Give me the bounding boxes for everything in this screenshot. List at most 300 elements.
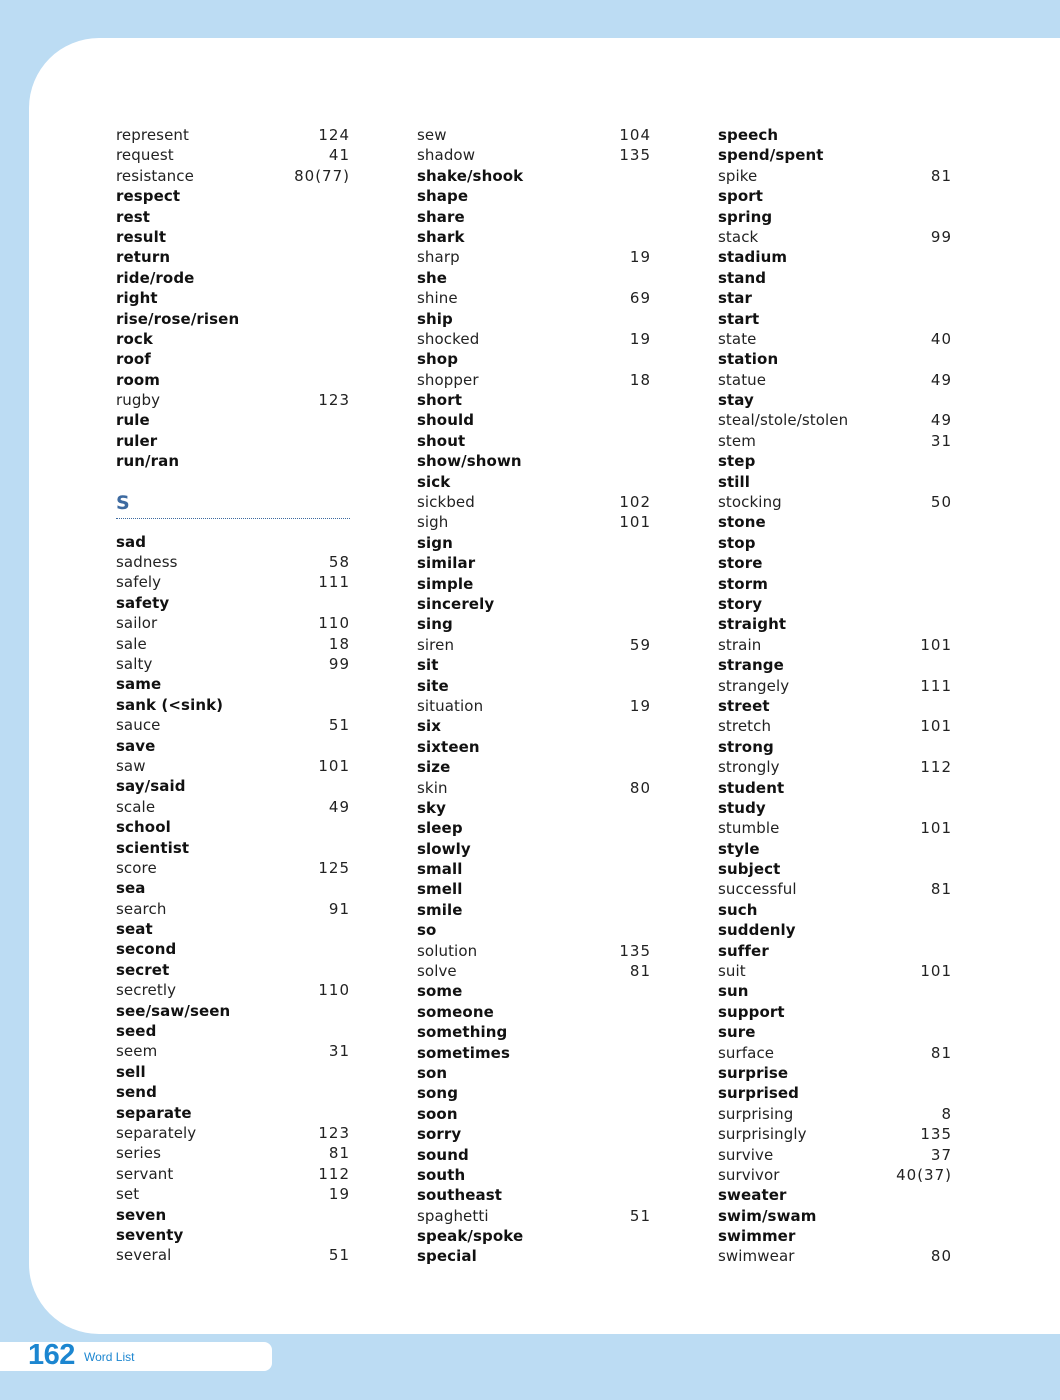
word-entry xyxy=(718,614,952,634)
entry-word: strangely xyxy=(718,676,790,695)
entry-page-ref: 49 xyxy=(930,411,952,430)
word-entry xyxy=(417,879,651,899)
word-entry xyxy=(116,899,350,919)
entry-word: speak/spoke xyxy=(417,1227,524,1246)
entry-word: stadium xyxy=(718,248,788,267)
word-entry xyxy=(417,981,651,1001)
word-entry xyxy=(116,207,350,227)
entry-word: step xyxy=(718,452,756,471)
entry-word: surprise xyxy=(718,1063,789,1082)
entry-word: sell xyxy=(116,1062,146,1081)
entry-word: swimwear xyxy=(718,1247,795,1266)
entry-word: stone xyxy=(718,513,766,532)
entry-word: run/ran xyxy=(116,452,180,471)
word-entry xyxy=(116,349,350,369)
entry-word: skin xyxy=(417,778,448,797)
entry-word: stem xyxy=(718,431,756,450)
entry-page-ref: 124 xyxy=(318,126,350,144)
word-entry xyxy=(116,370,350,390)
word-entry xyxy=(718,961,952,981)
entry-word: respect xyxy=(116,187,181,206)
word-entry xyxy=(116,980,350,1000)
entry-word: safety xyxy=(116,593,170,612)
word-entry xyxy=(116,268,350,288)
entry-word: swimmer xyxy=(718,1227,796,1246)
word-entry xyxy=(417,390,651,410)
entry-word: spend/spent xyxy=(718,146,824,165)
word-entry xyxy=(116,776,350,796)
word-entry xyxy=(718,839,952,859)
word-entry xyxy=(417,696,651,716)
entry-page-ref: 135 xyxy=(619,941,651,960)
word-entry xyxy=(116,960,350,980)
word-entry xyxy=(116,125,350,145)
entry-word: situation xyxy=(417,696,484,715)
word-entry xyxy=(718,349,952,369)
word-entry xyxy=(116,227,350,247)
entry-page-ref: 19 xyxy=(629,248,651,267)
word-entry xyxy=(417,410,651,430)
word-entry xyxy=(116,1123,350,1143)
entry-word: safely xyxy=(116,573,162,592)
word-entry xyxy=(116,288,350,308)
entry-word: spaghetti xyxy=(417,1206,489,1225)
word-entry xyxy=(116,1021,350,1041)
word-entry xyxy=(116,878,350,898)
word-entry xyxy=(116,674,350,694)
word-entry xyxy=(718,370,952,390)
entry-page-ref: 37 xyxy=(930,1145,952,1164)
entry-page-ref: 81 xyxy=(930,166,952,185)
word-entry xyxy=(116,186,350,206)
word-entry xyxy=(718,676,952,696)
word-entry xyxy=(718,451,952,471)
entry-word: same xyxy=(116,675,162,694)
entry-word: several xyxy=(116,1246,172,1265)
word-entry xyxy=(116,532,350,552)
word-entry xyxy=(116,247,350,267)
word-entry xyxy=(417,594,651,614)
entry-page-ref: 111 xyxy=(920,676,952,695)
entry-word: shake/shook xyxy=(417,166,524,185)
word-entry xyxy=(116,939,350,959)
entry-word: store xyxy=(718,554,763,573)
entry-page-ref: 101 xyxy=(920,962,952,981)
entry-word: someone xyxy=(417,1002,494,1021)
entry-word: sickbed xyxy=(417,493,475,512)
entry-word: represent xyxy=(116,126,189,144)
entry-page-ref: 80(77) xyxy=(294,166,350,185)
entry-word: share xyxy=(417,207,465,226)
entry-word: sew xyxy=(417,126,447,144)
entry-word: result xyxy=(116,227,167,246)
word-entry xyxy=(417,492,651,512)
entry-word: return xyxy=(116,248,171,267)
entry-page-ref: 110 xyxy=(318,981,350,1000)
word-entry xyxy=(718,166,952,186)
entry-word: sigh xyxy=(417,513,449,532)
entry-page-ref: 18 xyxy=(629,370,651,389)
word-entry xyxy=(116,1205,350,1225)
word-entry xyxy=(417,574,651,594)
word-entry xyxy=(417,533,651,553)
entry-page-ref: 135 xyxy=(920,1125,952,1144)
entry-word: state xyxy=(718,329,757,348)
word-entry xyxy=(417,1206,651,1226)
entry-word: steal/stole/stolen xyxy=(718,411,849,430)
entry-word: save xyxy=(116,736,156,755)
entry-word: statue xyxy=(718,370,767,389)
entry-word: ride/rode xyxy=(116,268,195,287)
word-entry xyxy=(718,125,952,145)
entry-word: stretch xyxy=(718,717,772,736)
entry-word: shark xyxy=(417,227,465,246)
entry-page-ref: 135 xyxy=(619,146,651,165)
entry-word: site xyxy=(417,676,449,695)
word-entry xyxy=(718,227,952,247)
word-column-2 xyxy=(417,125,651,1267)
entry-word: rule xyxy=(116,411,150,430)
entry-page-ref: 102 xyxy=(619,493,651,512)
word-entry xyxy=(116,1103,350,1123)
entry-word: saw xyxy=(116,756,146,775)
entry-word: stand xyxy=(718,268,767,287)
entry-word: sound xyxy=(417,1145,469,1164)
entry-page-ref: 19 xyxy=(629,329,651,348)
word-entry xyxy=(718,859,952,879)
entry-word: series xyxy=(116,1144,162,1163)
entry-word: sky xyxy=(417,798,446,817)
entry-word: soon xyxy=(417,1104,458,1123)
word-entry xyxy=(116,451,350,471)
entry-word: should xyxy=(417,411,475,430)
entry-page-ref: 111 xyxy=(318,573,350,592)
entry-page-ref: 101 xyxy=(619,513,651,532)
entry-word: short xyxy=(417,391,462,410)
entry-page-ref: 49 xyxy=(328,797,350,816)
entry-page-ref: 123 xyxy=(318,1123,350,1142)
word-entry xyxy=(718,981,952,1001)
entry-word: sit xyxy=(417,656,439,675)
entry-page-ref: 112 xyxy=(920,758,952,777)
entry-page-ref: 110 xyxy=(318,614,350,633)
entry-word: story xyxy=(718,594,763,613)
section-header xyxy=(116,492,350,532)
entry-word: rest xyxy=(116,207,151,226)
entry-word: sweater xyxy=(718,1186,787,1205)
entry-word: start xyxy=(718,309,760,328)
entry-word: request xyxy=(116,146,174,165)
entry-word: size xyxy=(417,758,451,777)
word-entry xyxy=(116,572,350,592)
word-entry xyxy=(718,778,952,798)
entry-word: ruler xyxy=(116,431,158,450)
entry-word: shocked xyxy=(417,329,480,348)
word-entry xyxy=(116,797,350,817)
entry-word: she xyxy=(417,268,448,287)
entry-page-ref: 40(37) xyxy=(896,1165,952,1184)
word-entry xyxy=(116,695,350,715)
entry-word: storm xyxy=(718,574,768,593)
entry-word: sale xyxy=(116,634,147,653)
word-entry xyxy=(116,309,350,329)
entry-word: station xyxy=(718,350,779,369)
entry-page-ref: 51 xyxy=(328,1246,350,1265)
entry-word: strongly xyxy=(718,758,780,777)
word-entry xyxy=(718,472,952,492)
word-entry xyxy=(116,654,350,674)
word-entry xyxy=(116,1245,350,1265)
word-entry xyxy=(116,1041,350,1061)
entry-word: siren xyxy=(417,635,455,654)
entry-word: right xyxy=(116,289,158,308)
word-entry xyxy=(718,879,952,899)
word-entry xyxy=(417,512,651,532)
entry-word: strong xyxy=(718,737,774,756)
word-entry xyxy=(718,941,952,961)
word-column-3 xyxy=(718,125,952,1267)
entry-word: stay xyxy=(718,391,754,410)
entry-word: street xyxy=(718,696,770,715)
word-entry xyxy=(116,552,350,572)
entry-page-ref: 58 xyxy=(328,553,350,572)
entry-word: separate xyxy=(116,1103,192,1122)
entry-word: smell xyxy=(417,880,463,899)
entry-word: shop xyxy=(417,350,459,369)
entry-word: sing xyxy=(417,615,453,634)
entry-word: seven xyxy=(116,1205,167,1224)
word-entry xyxy=(417,247,651,267)
entry-word: sometimes xyxy=(417,1043,510,1062)
entry-word: surprised xyxy=(718,1084,800,1103)
entry-page-ref: 99 xyxy=(328,654,350,673)
section-letter: S xyxy=(116,491,130,514)
entry-word: scientist xyxy=(116,838,190,857)
word-entry xyxy=(417,737,651,757)
entry-word: smile xyxy=(417,900,463,919)
word-entry xyxy=(116,166,350,186)
entry-word: roof xyxy=(116,350,151,369)
entry-page-ref: 81 xyxy=(328,1144,350,1163)
word-entry xyxy=(417,778,651,798)
section-divider xyxy=(116,518,350,519)
entry-word: straight xyxy=(718,615,787,634)
word-entry xyxy=(116,1225,350,1245)
entry-word: second xyxy=(116,940,177,959)
entry-word: survive xyxy=(718,1145,774,1164)
entry-page-ref: 19 xyxy=(629,696,651,715)
entry-word: spike xyxy=(718,166,758,185)
entry-word: solution xyxy=(417,941,478,960)
entry-word: separately xyxy=(116,1123,197,1142)
entry-word: sailor xyxy=(116,614,158,633)
entry-word: sad xyxy=(116,532,147,551)
word-entry xyxy=(417,1104,651,1124)
entry-word: seem xyxy=(116,1042,158,1061)
entry-word: room xyxy=(116,370,161,389)
word-entry xyxy=(417,859,651,879)
entry-word: rock xyxy=(116,329,153,348)
word-entry xyxy=(116,593,350,613)
entry-word: servant xyxy=(116,1164,174,1183)
entry-page-ref: 99 xyxy=(930,227,952,246)
word-entry xyxy=(417,757,651,777)
entry-word: support xyxy=(718,1002,785,1021)
word-column-1 xyxy=(116,125,350,1266)
entry-word: study xyxy=(718,798,766,817)
word-entry xyxy=(718,1063,952,1083)
entry-word: small xyxy=(417,860,463,879)
word-entry xyxy=(417,145,651,165)
word-entry xyxy=(718,920,952,940)
word-entry xyxy=(417,1083,651,1103)
word-entry xyxy=(718,1185,952,1205)
entry-word: survivor xyxy=(718,1165,780,1184)
word-entry xyxy=(417,655,651,675)
word-entry xyxy=(718,1083,952,1103)
word-entry xyxy=(718,1104,952,1124)
word-entry xyxy=(417,227,651,247)
entry-page-ref: 101 xyxy=(920,819,952,838)
word-entry xyxy=(417,553,651,573)
word-entry xyxy=(417,900,651,920)
word-entry xyxy=(116,145,350,165)
entry-page-ref: 80 xyxy=(629,778,651,797)
word-entry xyxy=(718,1226,952,1246)
entry-word: school xyxy=(116,818,171,837)
entry-page-ref: 81 xyxy=(930,880,952,899)
entry-word: son xyxy=(417,1063,448,1082)
page-label: Word List xyxy=(84,1350,135,1364)
entry-word: song xyxy=(417,1084,459,1103)
word-entry xyxy=(718,737,952,757)
entry-page-ref: 69 xyxy=(629,289,651,308)
entry-page-ref: 49 xyxy=(930,370,952,389)
entry-word: such xyxy=(718,900,758,919)
word-entry xyxy=(718,1165,952,1185)
page-number: 162 xyxy=(28,1339,75,1371)
word-entry xyxy=(116,756,350,776)
word-entry xyxy=(718,492,952,512)
word-entry xyxy=(116,1164,350,1184)
word-entry xyxy=(718,247,952,267)
word-entry xyxy=(417,961,651,981)
word-entry xyxy=(116,838,350,858)
word-entry xyxy=(718,1246,952,1266)
word-entry xyxy=(417,1185,651,1205)
word-entry xyxy=(417,288,651,308)
word-entry xyxy=(417,1063,651,1083)
word-entry xyxy=(417,1145,651,1165)
word-entry xyxy=(718,533,952,553)
entry-word: shape xyxy=(417,187,469,206)
word-entry xyxy=(417,614,651,634)
word-entry xyxy=(116,817,350,837)
entry-word: suffer xyxy=(718,941,769,960)
entry-page-ref: 80 xyxy=(930,1247,952,1266)
entry-page-ref: 112 xyxy=(318,1164,350,1183)
word-entry xyxy=(417,1022,651,1042)
entry-page-ref: 91 xyxy=(328,899,350,918)
entry-word: six xyxy=(417,717,442,736)
entry-word: surface xyxy=(718,1043,775,1062)
entry-word: subject xyxy=(718,860,781,879)
word-entry xyxy=(718,1002,952,1022)
word-entry xyxy=(417,1124,651,1144)
entry-word: scale xyxy=(116,797,156,816)
entry-word: swim/swam xyxy=(718,1206,817,1225)
word-entry xyxy=(417,1226,651,1246)
entry-page-ref: 101 xyxy=(318,756,350,775)
word-entry xyxy=(417,186,651,206)
entry-word: sorry xyxy=(417,1125,462,1144)
word-entry xyxy=(417,716,651,736)
entry-word: rise/rose/risen xyxy=(116,309,240,328)
entry-word: seventy xyxy=(116,1225,184,1244)
word-entry xyxy=(718,268,952,288)
word-entry xyxy=(718,818,952,838)
word-entry xyxy=(417,472,651,492)
entry-word: student xyxy=(718,778,785,797)
entry-word: something xyxy=(417,1023,508,1042)
entry-page-ref: 101 xyxy=(920,717,952,736)
entry-page-ref: 125 xyxy=(318,858,350,877)
word-entry xyxy=(417,431,651,451)
entry-page-ref: 41 xyxy=(328,146,350,165)
entry-page-ref: 40 xyxy=(930,329,952,348)
word-entry xyxy=(417,941,651,961)
entry-word: south xyxy=(417,1165,466,1184)
entry-word: sun xyxy=(718,982,749,1001)
entry-word: sincerely xyxy=(417,594,495,613)
entry-word: resistance xyxy=(116,166,194,185)
word-entry xyxy=(417,1002,651,1022)
word-entry xyxy=(417,207,651,227)
word-entry xyxy=(417,370,651,390)
entry-word: shadow xyxy=(417,146,476,165)
entry-page-ref: 123 xyxy=(318,391,350,410)
word-entry xyxy=(718,1206,952,1226)
entry-word: sixteen xyxy=(417,737,480,756)
entry-word: send xyxy=(116,1083,157,1102)
entry-word: successful xyxy=(718,880,797,899)
entry-word: shine xyxy=(417,289,458,308)
entry-page-ref: 104 xyxy=(619,126,651,144)
word-entry xyxy=(417,676,651,696)
word-entry xyxy=(116,1001,350,1021)
word-entry xyxy=(417,635,651,655)
word-entry xyxy=(116,1062,350,1082)
entry-word: still xyxy=(718,472,751,491)
entry-page-ref: 18 xyxy=(328,634,350,653)
entry-word: salty xyxy=(116,654,153,673)
word-entry xyxy=(417,798,651,818)
entry-word: suddenly xyxy=(718,921,796,940)
word-entry xyxy=(417,451,651,471)
entry-word: say/said xyxy=(116,777,186,796)
word-entry xyxy=(116,919,350,939)
entry-word: suit xyxy=(718,962,746,981)
entry-page-ref: 51 xyxy=(629,1206,651,1225)
word-entry xyxy=(718,309,952,329)
entry-page-ref: 81 xyxy=(930,1043,952,1062)
word-entry xyxy=(718,207,952,227)
word-entry xyxy=(417,268,651,288)
entry-word: strain xyxy=(718,635,762,654)
word-entry xyxy=(718,696,952,716)
entry-word: so xyxy=(417,921,437,940)
entry-word: simple xyxy=(417,574,474,593)
